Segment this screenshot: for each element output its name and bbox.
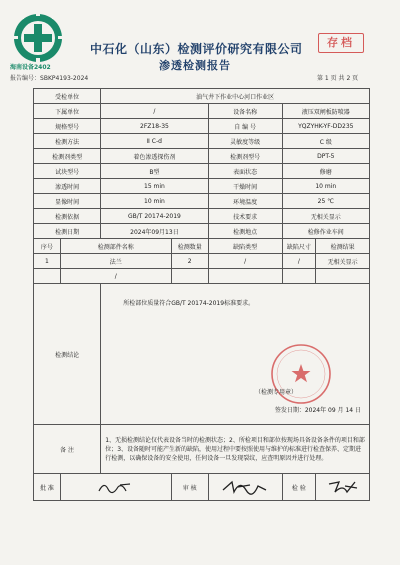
info-value: C 级 xyxy=(282,134,369,149)
report-number xyxy=(10,73,88,82)
info-row xyxy=(34,89,370,104)
info-label: 表面状态 xyxy=(208,164,282,179)
info-value: 10 min xyxy=(101,194,209,209)
info-label: 检测日期 xyxy=(34,224,101,239)
inspect-signature xyxy=(316,474,370,501)
info-label: 检测依据 xyxy=(34,209,101,224)
info-value: 无相关显示 xyxy=(282,209,369,224)
info-label: 检测地点 xyxy=(208,224,282,239)
info-label: 检测剂类型 xyxy=(34,149,101,164)
cell-qty: 2 xyxy=(171,254,208,269)
cell-defect-type xyxy=(208,269,282,284)
info-label: 试块型号 xyxy=(34,164,101,179)
info-label: 技术要求 xyxy=(208,209,282,224)
cell-defect-type: / xyxy=(208,254,282,269)
info-row xyxy=(34,119,370,134)
info-value: 2024年09月13日 xyxy=(101,224,209,239)
col-header-part: 检测部件名称 xyxy=(60,239,171,254)
report-title: 渗透检测报告 xyxy=(159,59,231,72)
results-row xyxy=(34,269,370,284)
info-value: 10 min xyxy=(282,179,369,194)
info-row xyxy=(34,104,370,119)
results-row xyxy=(34,254,370,269)
inspect-signature-mark xyxy=(325,478,361,496)
cell-qty xyxy=(171,269,208,284)
cell-defect-size xyxy=(282,269,316,284)
info-label: 灵敏度等级 xyxy=(208,134,282,149)
info-label: 设备名称 xyxy=(208,104,282,119)
col-header-qty: 检测数量 xyxy=(171,239,208,254)
notes-row xyxy=(34,425,370,474)
conclusion-text: 所检部位质量符合GB/T 20174-2019标准要求。 xyxy=(123,300,255,307)
notes-label: 备 注 xyxy=(34,425,101,474)
review-signature-mark xyxy=(220,478,270,496)
info-value: 修磨 xyxy=(282,164,369,179)
cell-part: 法兰 xyxy=(60,254,171,269)
approve-signature-mark xyxy=(96,479,136,495)
col-header-index: 序号 xyxy=(34,239,61,254)
info-row xyxy=(34,149,370,164)
info-row xyxy=(34,134,370,149)
info-label: 环境温度 xyxy=(208,194,282,209)
info-value: Ⅱ C-d xyxy=(101,134,209,149)
info-value: 液压双闸板防喷器 xyxy=(282,104,369,119)
info-row xyxy=(34,164,370,179)
logo-caption: 海南设备2402 xyxy=(10,64,51,71)
info-label: 自 编 号 xyxy=(208,119,282,134)
info-value: GB/T 20174-2019 xyxy=(101,209,209,224)
info-value: / xyxy=(101,104,209,119)
issue-date: 签发日期：2024年 09 月 14 日 xyxy=(274,407,361,414)
results-header-row xyxy=(34,239,370,254)
col-header-result: 检测结果 xyxy=(316,239,370,254)
conclusion-cell xyxy=(101,284,370,425)
info-label: 检测方法 xyxy=(34,134,101,149)
info-value: 油气井下作业中心河口作业区 xyxy=(101,89,370,104)
info-row xyxy=(34,224,370,239)
review-label: 审 核 xyxy=(171,474,208,501)
approve-label: 批 准 xyxy=(34,474,61,501)
info-row xyxy=(34,209,370,224)
info-value: YQZYHK-YF-DD235 xyxy=(282,119,369,134)
info-label: 下属单位 xyxy=(34,104,101,119)
report-table xyxy=(33,88,370,501)
info-label: 规格型号 xyxy=(34,119,101,134)
conclusion-row xyxy=(34,284,370,425)
cell-result: 无相关显示 xyxy=(316,254,370,269)
info-row xyxy=(34,194,370,209)
signature-row xyxy=(34,474,370,501)
inspection-seal xyxy=(269,342,333,406)
info-value: B型 xyxy=(101,164,209,179)
info-label: 渗透时间 xyxy=(34,179,101,194)
page-indicator: 第 1 页 共 2 页 xyxy=(317,75,359,82)
archive-stamp: 存档 xyxy=(318,33,364,53)
notes-text: 1、无损检测结论仅代表设备当时的检测状态；2、所检项目和部位按现场具备设备条件的项目和部位；3、设备随时可能产生新的缺陷，使用过程中要按照使用与维护的标准进行检查保养、定期进行检测，以确保设备的安全使用，任何设备一旦发现裂纹，应查明原因并进行处理。 xyxy=(101,425,370,474)
cell-defect-size: / xyxy=(282,254,316,269)
info-value: 着色渗透探伤剂 xyxy=(101,149,209,164)
company-logo xyxy=(12,12,64,64)
info-label: 受检单位 xyxy=(34,89,101,104)
cell-result xyxy=(316,269,370,284)
info-row xyxy=(34,179,370,194)
info-label: 显像时间 xyxy=(34,194,101,209)
inspection-seal-caption: （检测专用章） xyxy=(254,389,297,396)
info-value: 2FZ18-35 xyxy=(101,119,209,134)
inspect-label: 检 验 xyxy=(282,474,316,501)
info-value: DPT-5 xyxy=(282,149,369,164)
approve-signature xyxy=(60,474,171,501)
info-value: 15 min xyxy=(101,179,209,194)
col-header-defect-type: 缺陷类型 xyxy=(208,239,282,254)
conclusion-label: 检测结论 xyxy=(34,284,101,425)
report-number-label: 报告编号： xyxy=(10,75,41,82)
review-signature xyxy=(208,474,282,501)
info-label: 检测剂型号 xyxy=(208,149,282,164)
col-header-defect-size: 缺陷尺寸 xyxy=(282,239,316,254)
info-value: 25 ℃ xyxy=(282,194,369,209)
info-label: 干燥时间 xyxy=(208,179,282,194)
report-number-value: SBKP4193-2024 xyxy=(40,75,89,82)
cell-index xyxy=(34,269,61,284)
cell-part: / xyxy=(60,269,171,284)
company-name: 中石化（山东）检测评价研究有限公司 xyxy=(90,42,303,56)
info-value: 检修作业车间 xyxy=(282,224,369,239)
cell-index: 1 xyxy=(34,254,61,269)
